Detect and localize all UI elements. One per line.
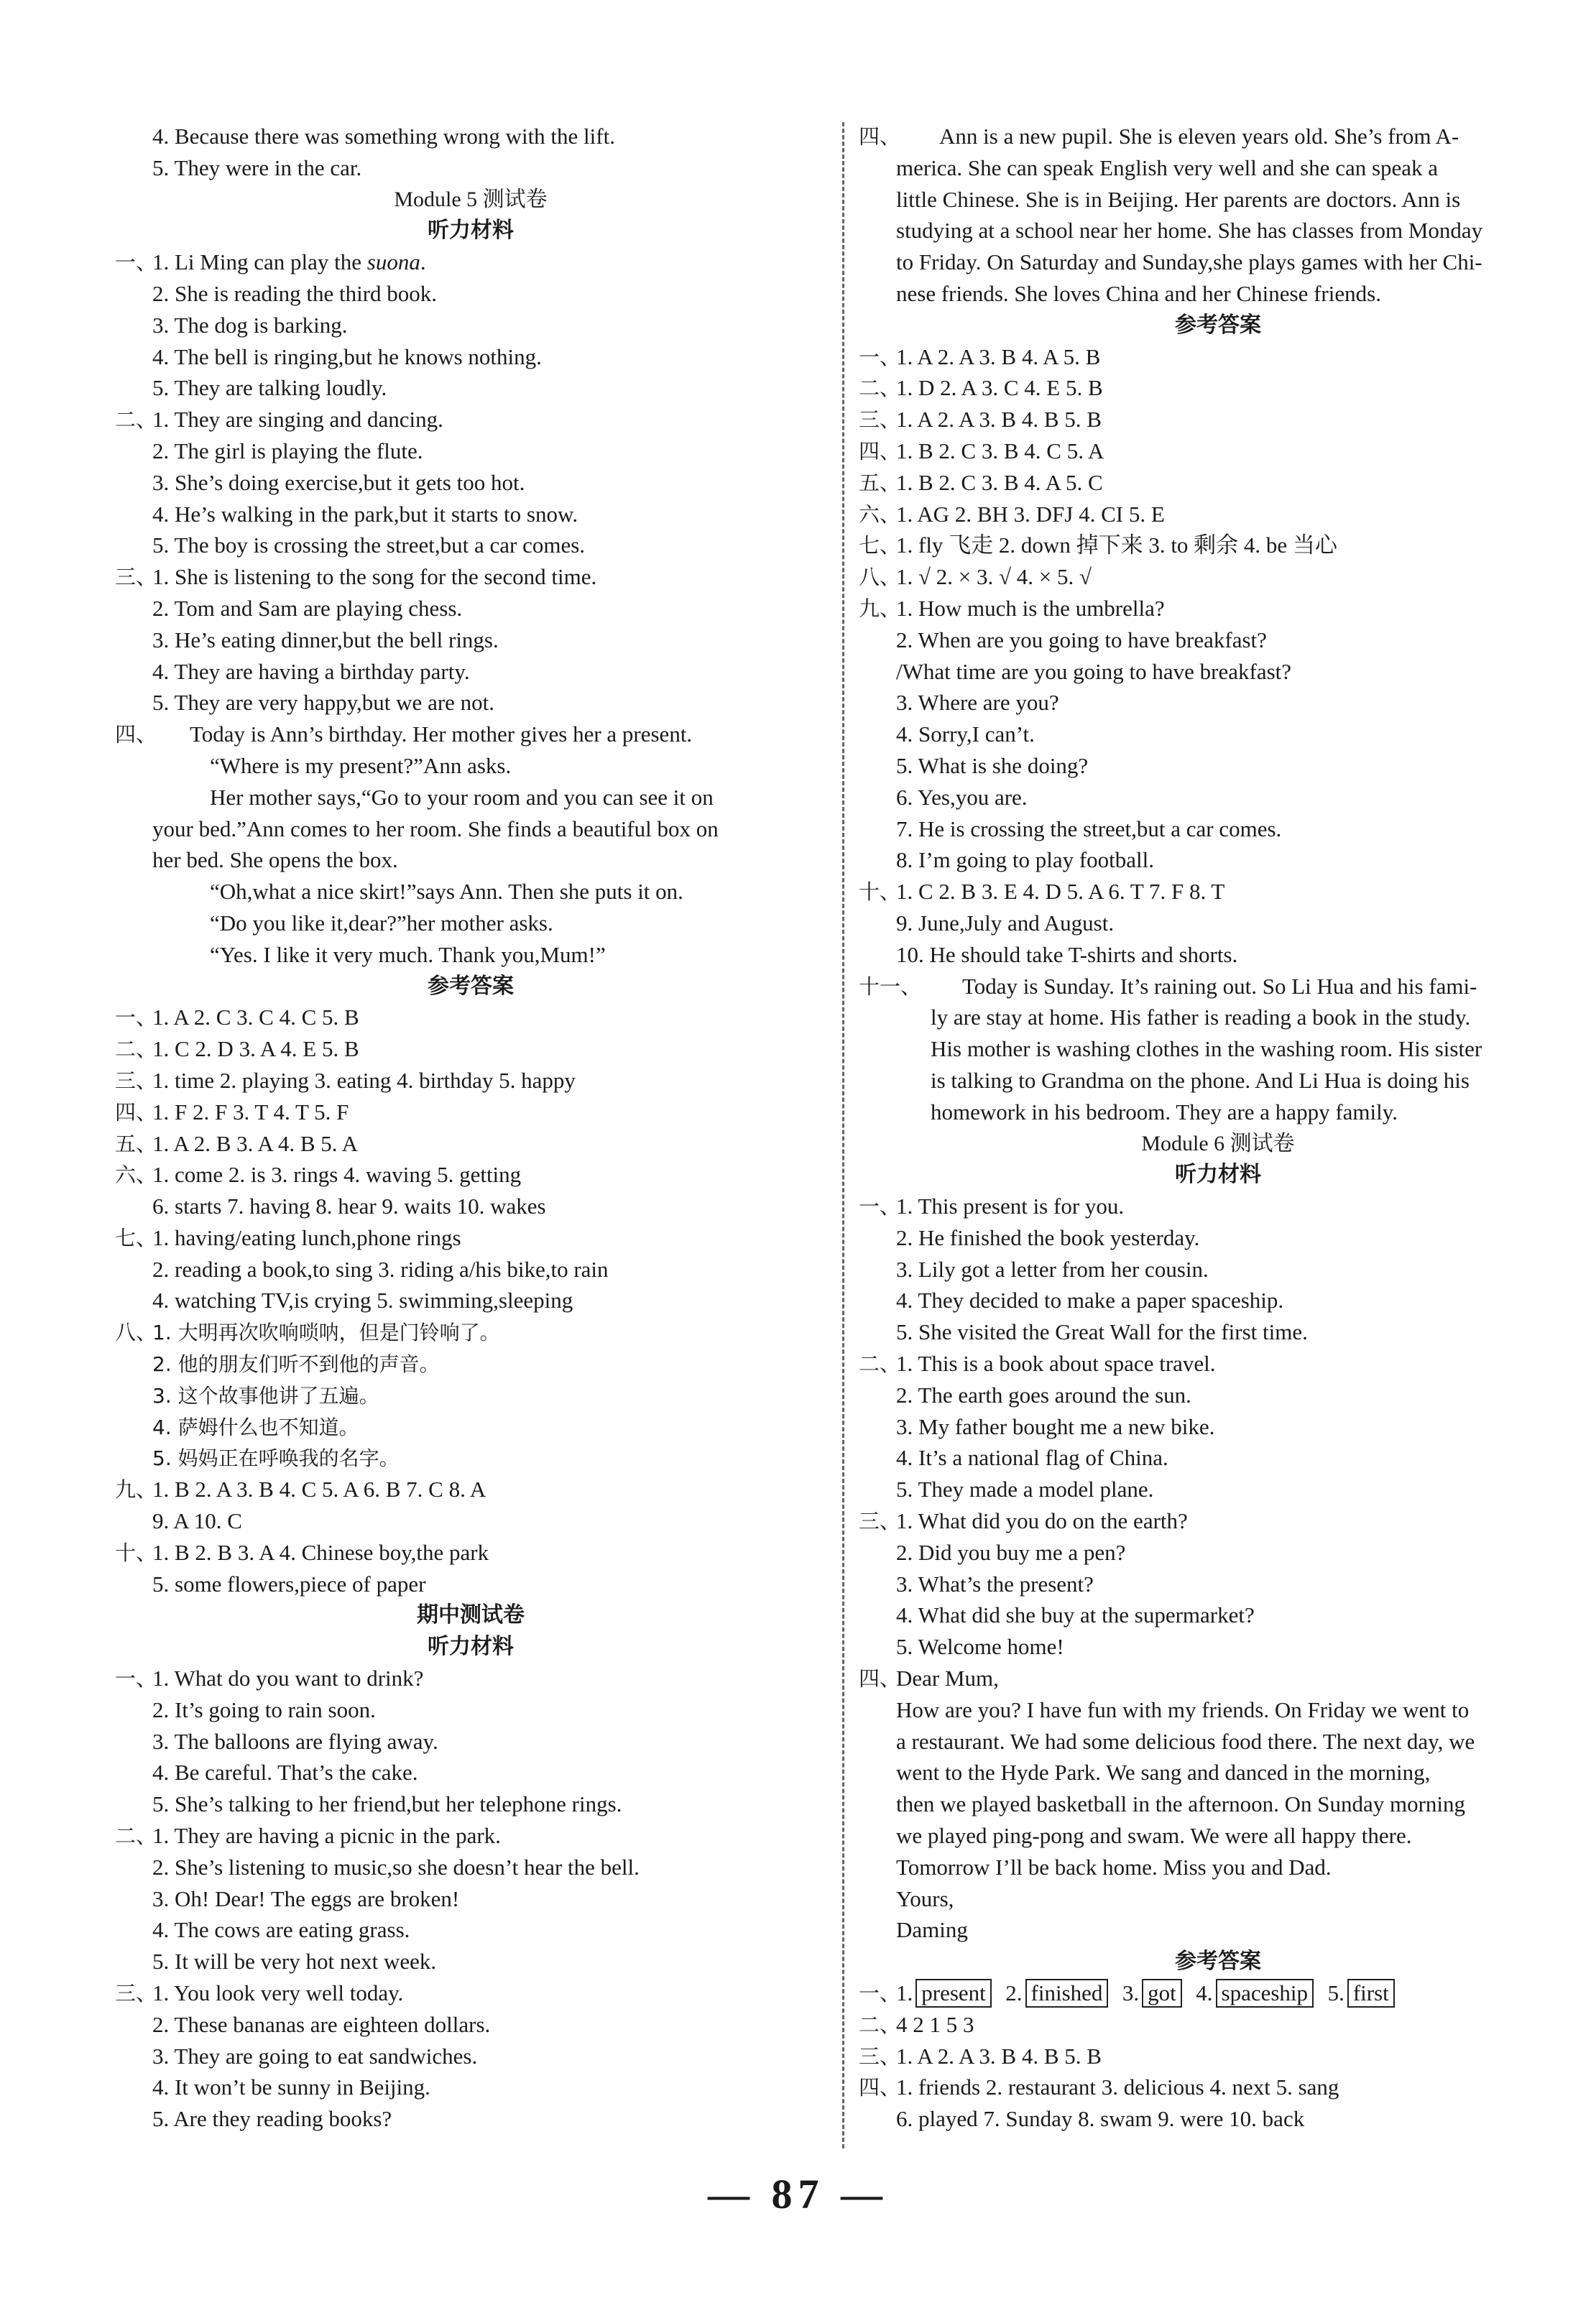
text-line: 5. They were in the car. [152,154,362,180]
list-item: 三、1. She is listening to the song for the second time. [115,564,597,590]
list-item: 一、1. Li Ming can play the suona. [115,249,426,275]
list-item: 3. He’s eating dinner,but the bell rings. [152,627,499,652]
letter-line: a restaurant. We had some delicious food there. The next day, we [896,1728,1475,1754]
answer-row: 5. 妈妈正在呼唤我的名字。 [152,1446,400,1471]
list-item: 3. What’s the present? [896,1571,1094,1597]
story-line: ly are stay at home. His father is reading a book in the study. [931,1005,1471,1030]
story-line: His mother is washing clothes in the washing room. His sister [931,1036,1482,1062]
answer-row: /What time are you going to have breakfast? [896,658,1292,684]
letter-line: How are you? I have fun with my friends. On Friday we went to [896,1696,1470,1722]
letter-line: Daming [896,1917,968,1943]
story-line: is talking to Grandma on the phone. And Li Hua is doing his [931,1067,1470,1093]
answer-row: 六、1. AG 2. BH 3. DFJ 4. CI 5. E [859,501,1165,527]
answer-row: 3. Where are you? [896,690,1059,716]
answer-row: 八、1. √ 2. × 3. √ 4. × 5. √ [859,564,1092,590]
list-item: 3. They are going to eat sandwiches. [152,2043,478,2069]
list-item: 二、1. They are singing and dancing. [115,407,443,433]
list-item: 一、1. This present is for you. [859,1194,1125,1219]
list-item: 4. He’s walking in the park,but it starts to snow. [152,501,578,527]
section-subtitle: 听力材料 [1175,1162,1261,1188]
list-item: 5. They are talking loudly. [152,375,387,401]
text-line: 4. Because there was something wrong with the lift. [152,124,615,149]
section-title: Module 5 测试卷 [394,187,548,211]
answer-row: 七、1. fly 飞走 2. down 掉下来 3. to 剩余 4. be 当心 [859,532,1337,558]
list-item: 3. My father bought me a new bike. [896,1413,1215,1439]
answer-row: 四、1. friends 2. restaurant 3. delicious 4. next 5. sang [859,2074,1339,2100]
story-line: 四、 Ann is a new pupil. She is eleven years old. She’s from A- [859,124,1459,149]
answer-box: present [915,1979,992,2008]
answer-row: 2. reading a book,to sing 3. riding a/his bike,to rain [152,1256,609,1282]
answer-row: 五、1. A 2. B 3. A 4. B 5. A [115,1130,358,1156]
answer-row: 2. 他的朋友们听不到他的声音。 [152,1352,440,1377]
story-line: to Friday. On Saturday and Sunday,she plays games with her Chi- [896,249,1482,275]
answers-title: 参考答案 [428,973,514,999]
list-item: 3. The dog is barking. [152,312,348,338]
answer-row: 3. 这个故事他讲了五遍。 [152,1383,379,1408]
list-item: 2. He finished the book yesterday. [896,1224,1200,1250]
answer-row: 五、1. B 2. C 3. B 4. A 5. C [859,469,1103,495]
list-item: 2. She is reading the third book. [152,280,438,306]
answer-row: 10. He should take T-shirts and shorts. [896,941,1238,967]
answer-row: 十、1. B 2. B 3. A 4. Chinese boy,the park [115,1539,489,1565]
answer-row: 二、1. C 2. D 3. A 4. E 5. B [115,1036,359,1062]
list-item: 4. It’s a national flag of China. [896,1445,1168,1471]
story-line: nese friends. She loves China and her Chinese friends. [896,280,1381,306]
answer-row: 二、4 2 1 5 3 [859,2011,974,2037]
left-column [115,121,826,2135]
answer-row: 4. Sorry,I can’t. [896,721,1035,747]
answer-row: 4. watching TV,is crying 5. swimming,sleeping [152,1288,573,1314]
answer-row: 7. He is crossing the street,but a car comes. [896,816,1282,841]
answer-row: 九、1. B 2. A 3. B 4. C 5. A 6. B 7. C 8. A [115,1477,486,1502]
story-line: “Where is my present?”Ann asks. [210,752,512,778]
list-item: 5. She’s talking to her friend,but her telephone rings. [152,1791,622,1817]
answer-row: 5. What is she doing? [896,752,1089,778]
answer-row: 七、1. having/eating lunch,phone rings [115,1224,461,1250]
answer-row: 四、1. F 2. F 3. T 4. T 5. F [115,1099,349,1125]
right-column [859,121,1577,2135]
section-title: Module 6 测试卷 [1141,1131,1295,1155]
letter-line: we played ping-pong and swam. We were all happy there. [896,1823,1412,1849]
list-item: 5. They made a model plane. [896,1477,1154,1502]
answer-row: 9. June,July and August. [896,910,1115,936]
list-item: 4. They are having a birthday party. [152,658,470,684]
story-line: studying at a school near her home. She has classes from Monday [896,218,1483,244]
list-item: 5. The boy is crossing the street,but a car comes. [152,532,586,558]
list-item: 5. Welcome home! [896,1634,1064,1660]
answer-row: 6. Yes,you are. [896,784,1028,810]
answer-box: spaceship [1216,1979,1314,2008]
answer-row: 十、1. C 2. B 3. E 4. D 5. A 6. T 7. F 8. T [859,879,1225,905]
answer-row: 三、1. time 2. playing 3. eating 4. birthday 5. happy [115,1067,576,1093]
list-item: 2. It’s going to rain soon. [152,1696,376,1722]
list-item: 3. Oh! Dear! The eggs are broken! [152,1885,460,1911]
list-item: 4. Be careful. That’s the cake. [152,1760,418,1786]
answers-title: 参考答案 [1175,1949,1261,1975]
story-line: her bed. She opens the box. [152,847,398,873]
story-line: “Oh,what a nice skirt!”says Ann. Then she puts it on. [210,879,683,905]
story-line: little Chinese. She is in Beijing. Her parents are doctors. Ann is [896,186,1461,212]
letter-line: went to the Hyde Park. We sang and danced in the morning, [896,1760,1431,1786]
answer-box: finished [1025,1979,1109,2008]
section-subtitle: 听力材料 [428,218,514,244]
letter-line: Tomorrow I’ll be back home. Miss you and Dad. [896,1854,1332,1880]
list-item: 2. Tom and Sam are playing chess. [152,595,463,621]
list-item: 二、1. They are having a picnic in the park. [115,1823,501,1849]
list-item: 2. The earth goes around the sun. [896,1382,1191,1408]
list-item: 5. Are they reading books? [152,2106,392,2132]
answer-box: got [1142,1979,1182,2008]
list-item: 4. The cows are eating grass. [152,1917,410,1943]
list-item: 三、1. You look very well today. [115,1980,404,2006]
answer-row: 一、1. A 2. A 3. B 4. A 5. B [859,343,1101,369]
story-line: “Do you like it,dear?”her mother asks. [210,910,553,936]
page-number: — 87 — [708,2171,888,2217]
answer-row: 六、1. come 2. is 3. rings 4. waving 5. getting [115,1162,522,1188]
answer-row: 6. played 7. Sunday 8. swam 9. were 10. back [896,2106,1305,2132]
answer-row: 九、1. How much is the umbrella? [859,595,1165,621]
letter-line: Yours, [896,1885,954,1911]
story-line: merica. She can speak English very well and she can speak a [896,154,1439,180]
list-item: 2. These bananas are eighteen dollars. [152,2011,491,2037]
list-item: 2. She’s listening to music,so she doesn’t hear the bell. [152,1854,640,1880]
answer-row: 一、1. A 2. C 3. C 4. C 5. B [115,1005,359,1030]
story-line: homework in his bedroom. They are a happy family. [931,1099,1398,1125]
list-item: 4. The bell is ringing,but he knows nothing. [152,343,542,369]
letter-line: then we played basketball in the afternoon. On Sunday morning [896,1791,1466,1817]
list-item: 4. It won’t be sunny in Beijing. [152,2074,430,2100]
story-line: Her mother says,“Go to your room and you can see it on [210,784,714,810]
answer-row: 一、1. present 2. finished 3. got 4. spaceship 5. first [859,1977,1577,2009]
answer-row: 5. some flowers,piece of paper [152,1571,426,1597]
story-line: “Yes. I like it very much. Thank you,Mum!” [210,941,606,967]
answer-row: 2. When are you going to have breakfast? [896,627,1267,652]
list-item: 2. The girl is playing the flute. [152,438,423,463]
section-title: 期中测试卷 [417,1602,525,1628]
list-item: 4. What did she buy at the supermarket? [896,1602,1255,1628]
answer-row: 6. starts 7. having 8. hear 9. waits 10. wakes [152,1194,546,1219]
list-item: 4. They decided to make a paper spaceship. [896,1288,1284,1314]
list-item: 5. They are very happy,but we are not. [152,690,495,716]
list-item: 3. The balloons are flying away. [152,1728,438,1754]
list-item: 5. She visited the Great Wall for the first time. [896,1319,1308,1345]
answer-row: 三、1. A 2. A 3. B 4. B 5. B [859,407,1102,433]
answer-row: 四、1. B 2. C 3. B 4. C 5. A [859,438,1104,463]
list-item: 3. Lily got a letter from her cousin. [896,1256,1209,1282]
list-item: 一、1. What do you want to drink? [115,1666,424,1691]
story-line: 十一、 Today is Sunday. It’s raining out. So Li Hua and his fami- [859,973,1477,999]
story-line: 四、 Today is Ann’s birthday. Her mother gives her a present. [115,721,693,747]
column-divider [842,122,844,2148]
story-line: your bed.”Ann comes to her room. She finds a beautiful box on [152,816,719,841]
answer-row: 三、1. A 2. A 3. B 4. B 5. B [859,2043,1102,2069]
answer-row: 4. 萨姆什么也不知道。 [152,1415,359,1439]
answers-title: 参考答案 [1175,312,1261,338]
letter-line: 四、Dear Mum, [859,1666,999,1691]
list-item: 3. She’s doing exercise,but it gets too hot. [152,469,525,495]
list-item: 5. It will be very hot next week. [152,1949,437,1975]
answer-row: 二、1. D 2. A 3. C 4. E 5. B [859,375,1103,401]
list-item: 2. Did you buy me a pen? [896,1539,1126,1565]
answer-box: first [1347,1979,1395,2008]
answer-row: 8. I’m going to play football. [896,847,1155,873]
list-item: 二、1. This is a book about space travel. [859,1351,1216,1377]
answer-row: 9. A 10. C [152,1508,242,1534]
list-item: 三、1. What did you do on the earth? [859,1508,1188,1534]
section-subtitle: 听力材料 [428,1634,514,1660]
answer-row: 八、1. 大明再次吹响唢呐，但是门铃响了。 [115,1320,500,1345]
